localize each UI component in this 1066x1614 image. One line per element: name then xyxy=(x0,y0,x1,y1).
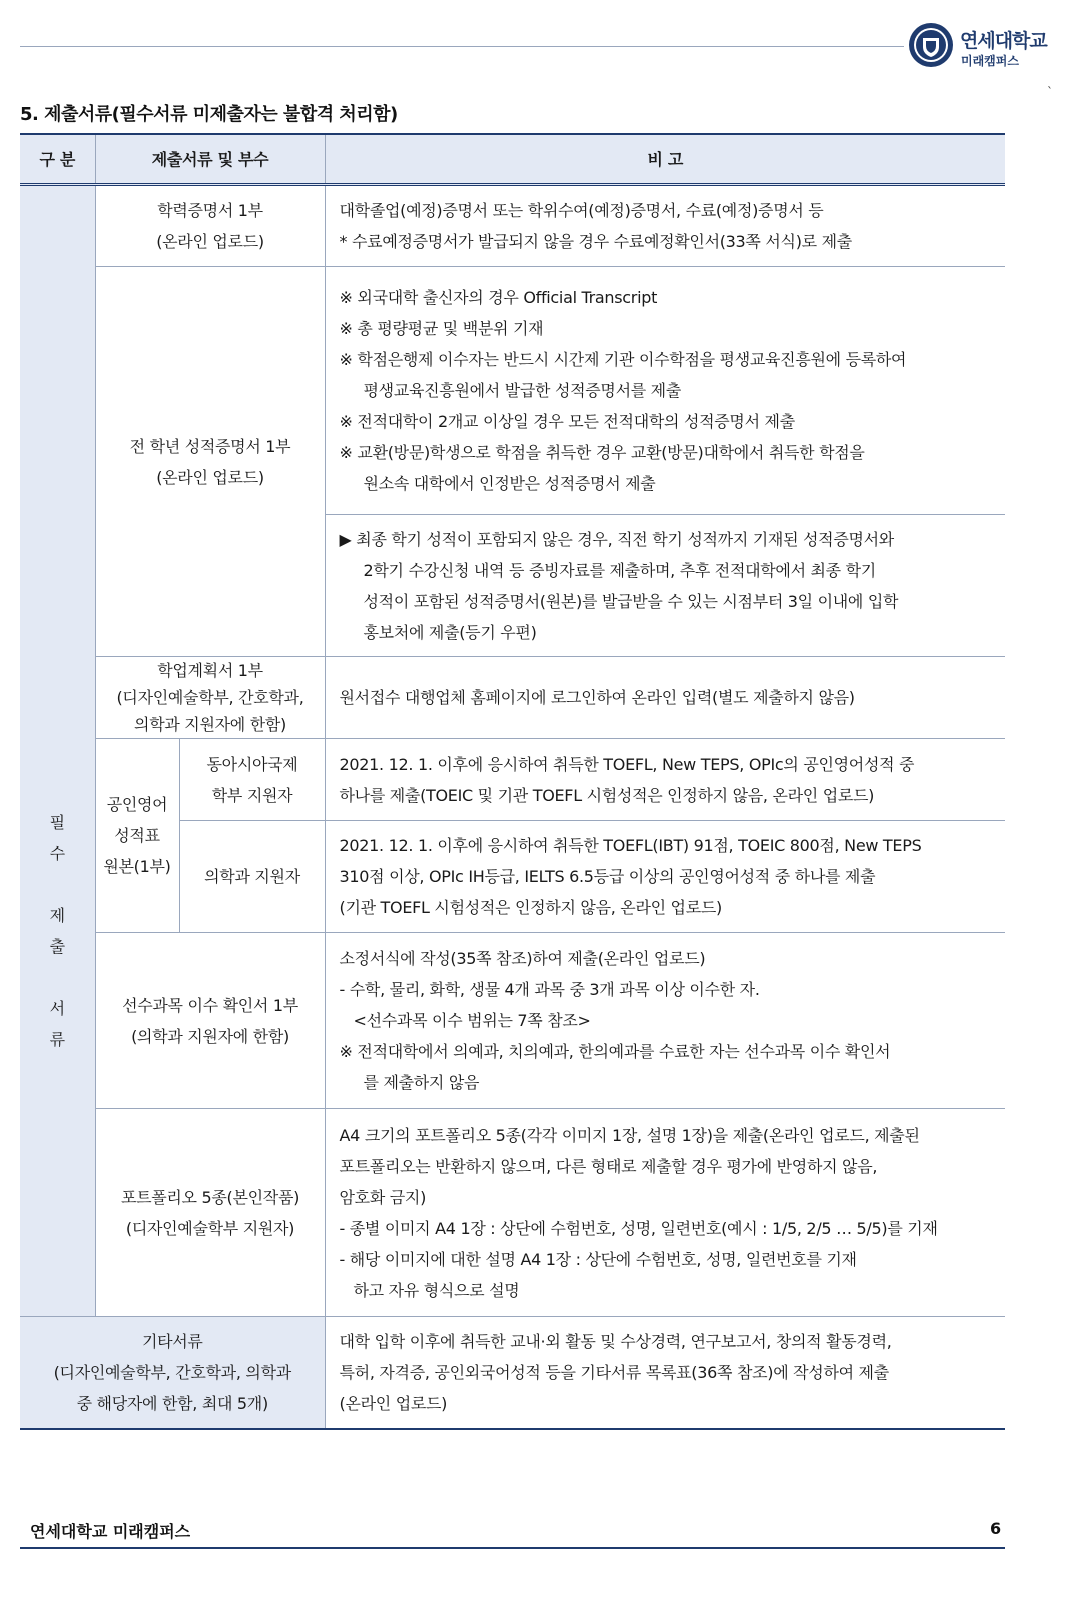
logo-subtitle: 미래캠퍼스 xyxy=(961,54,1019,68)
footer-text: 연세대학교 미래캠퍼스 xyxy=(30,1522,191,1541)
header-rule xyxy=(20,46,904,47)
header-documents: 제출서류 및 부수 xyxy=(95,134,325,185)
logo-name: 연세대학교 xyxy=(960,30,1047,52)
remarks-cell: 소정서식에 작성(35쪽 참조)하여 제출(온라인 업로드) - 수학, 물리, 화학, 생물 4개 과목 중 3개 과목 이상 이수한 자. <선수과목 이수 범위는 7쪽 참조> ※ 전적대학에서 의예과, 치의예과, 한의예과를 수료한 자는 선수과목 이수 확인서 를 제출하지 않음 xyxy=(325,933,1005,1109)
header-category: 구 분 xyxy=(20,134,95,185)
table-row xyxy=(20,657,1005,739)
table-row xyxy=(20,739,1005,821)
remarks-cell: 2021. 12. 1. 이후에 응시하여 취득한 TOEFL, New TEPS, OPIc의 공인영어성적 중 하나를 제출(TOEIC 및 기관 TOEFL 시험성적은 인정하지 않음, 온라인 업로드) xyxy=(325,739,1005,821)
stray-mark: ` xyxy=(1047,85,1053,99)
table-row xyxy=(20,1317,1005,1429)
table-row xyxy=(20,267,1005,515)
table-row xyxy=(20,933,1005,1109)
category-char: 필 xyxy=(49,813,65,832)
doc-cell-other: 기타서류 (디자인예술학부, 간호학과, 의학과 중 해당자에 한함, 최대 5개) xyxy=(20,1317,325,1429)
doc-cell: 포트폴리오 5종(본인작품) (디자인예술학부 지원자) xyxy=(95,1109,325,1317)
sub-doc-cell: 의학과 지원자 xyxy=(179,821,325,933)
university-logo xyxy=(908,20,1058,72)
section-title: 5. 제출서류(필수서류 미제출자는 불합격 처리함) xyxy=(20,104,398,125)
doc-cell: 전 학년 성적증명서 1부 (온라인 업로드) xyxy=(95,267,325,657)
doc-cell: 선수과목 이수 확인서 1부 (의학과 지원자에 한함) xyxy=(95,933,325,1109)
table-row xyxy=(20,185,1005,267)
doc-cell: 학업계획서 1부 (디자인예술학부, 간호학과, 의학과 지원자에 한함) xyxy=(95,657,325,739)
category-char: 출 xyxy=(49,937,65,956)
university-seal-icon xyxy=(908,22,954,68)
category-char: 류 xyxy=(49,1030,65,1049)
remarks-cell: ▶ 최종 학기 성적이 포함되지 않은 경우, 직전 학기 성적까지 기재된 성적증명서와 2학기 수강신청 내역 등 증빙자료를 제출하며, 추후 전적대학에서 최종 학기 성적이 포함된 성적증명서(원본)를 발급받을 수 있는 시점부터 3일 이내에 입학 홍보처에 제출(등기 우편) xyxy=(325,515,1005,657)
remarks-cell: 대학졸업(예정)증명서 또는 학위수여(예정)증명서, 수료(예정)증명서 등 * 수료예정증명서가 발급되지 않을 경우 수료예정확인서(33쪽 서식)로 제출 xyxy=(325,185,1005,267)
page-number: 6 xyxy=(990,1519,1002,1538)
remarks-cell: 2021. 12. 1. 이후에 응시하여 취득한 TOEFL(IBT) 91점, TOEIC 800점, New TEPS 310점 이상, OPIc IH등급, IELTS 6.5등급 이상의 공인영어성적 중 하나를 제출 (기관 TOEFL 시험성적은 인정하지 않음, 온라인 업로드) xyxy=(325,821,1005,933)
remarks-cell: A4 크기의 포트폴리오 5종(각각 이미지 1장, 설명 1장)을 제출(온라인 업로드, 제출된 포트폴리오는 반환하지 않으며, 다른 형태로 제출할 경우 평가에 반영하지 않음, 암호화 금지) - 종별 이미지 A4 1장 : 상단에 수험번호, 성명, 일련번호(예시 : 1/5, 2/5 … 5/5)를 기재 - 해당 이미지에 대한 설명 A4 1장 : 상단에 수험번호, 성명, 일련번호를 기재 하고 자유 형식으로 설명 xyxy=(325,1109,1005,1317)
category-char: 제 xyxy=(49,906,65,925)
table-row xyxy=(20,1109,1005,1317)
category-char: 수 xyxy=(49,844,65,863)
remarks-cell: ※ 외국대학 출신자의 경우 Official Transcript ※ 총 평량평균 및 백분위 기재 ※ 학점은행제 이수자는 반드시 시간제 기관 이수학점을 평생교육진흥원에 등록하여 평생교육진흥원에서 발급한 성적증명서를 제출 ※ 전적대학이 2개교 이상일 경우 모든 전적대학의 성적증명서 제출 ※ 교환(방문)학생으로 학점을 취득한 경우 교환(방문)대학에서 취득한 학점을 원소속 대학에서 인정받은 성적증명서 제출 xyxy=(325,267,1005,515)
category-char: 서 xyxy=(49,999,65,1018)
footer-rule xyxy=(20,1547,1005,1549)
remarks-cell: 대학 입학 이후에 취득한 교내·외 활동 및 수상경력, 연구보고서, 창의적 활동경력, 특허, 자격증, 공인외국어성적 등을 기타서류 목록표(36쪽 참조)에 작성하여 제출 (온라인 업로드) xyxy=(325,1317,1005,1429)
remarks-cell: 원서접수 대행업체 홈페이지에 로그인하여 온라인 입력(별도 제출하지 않음) xyxy=(325,657,1005,739)
table-header-row xyxy=(20,134,1005,185)
doc-cell-english: 공인영어 성적표 원본(1부) xyxy=(95,739,179,933)
sub-doc-cell: 동아시아국제 학부 지원자 xyxy=(179,739,325,821)
required-documents-table xyxy=(20,133,1005,1430)
category-required xyxy=(20,185,95,1317)
doc-cell: 학력증명서 1부 (온라인 업로드) xyxy=(95,185,325,267)
header-remarks: 비 고 xyxy=(325,134,1005,185)
